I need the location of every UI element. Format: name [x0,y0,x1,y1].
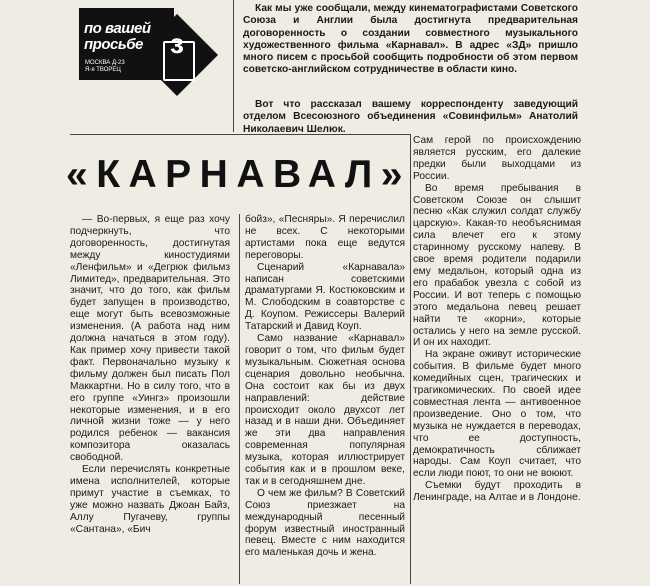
text-column-1 [70,214,230,535]
intro-paragraph-2: Вот что рассказал вашему корреспонденту заведующий отделом Всесоюзного объединения «Совинфильм» Анатолий Николаевич Шелюк. [243,99,578,135]
column-divider-right [410,134,411,584]
paragraph: Сам герой по происхождению является русским, его далекие предки были выходцами из России. [413,135,581,182]
logo-address-line2: Я-я ТВОРЕЦ [85,67,121,73]
logo-address-line1: МОСКВА Д-23 [85,60,125,66]
logo-letter: з [170,28,184,59]
article-headline: «КАРНАВАЛ» [66,153,411,196]
intro-paragraph-1: Как мы уже сообщали, между кинематографистами Советского Союза и Англии была достигнута предварительная договоренность о создании совместного музыкального художественного фильма «Карнавал». В адрес «ЗД» пришло много писем с просьбой сообщить подробности об этом первом советско-английском сотрудничестве в области кино. [243,3,578,76]
intro-divider [233,0,234,132]
paragraph: На экране оживут исторические события. В фильме будет много комедийных сцен, трагических и трагикомических. По своей идее совместная лента — антивоенное произведение. Оно о том, что музыка не нуждается в переводах, что ее доступность, демократичность сближает народы. Сам Коуп считает, что если люди поют, то они не воюют. [413,349,581,480]
paragraph: Сценарий «Карнавала» написан советскими драматургами Я. Костюковским и М. Слободским в соавторстве с Д. Коупом. Режиссеры Валерий Татарский и Давид Коуп. [245,261,405,333]
paragraph: Если перечислять конкретные имена исполнителей, которые примут участие в съемках, то уже можно назвать Джоан Байз, Аллу Пугачеву, группы «Сантана», «Бич [70,464,230,535]
rubric-logo [79,8,215,123]
paragraph: — Во-первых, я еще раз хочу подчеркнуть, что договоренность, достигнутая между киностудиями «Ленфильм» и «Дегрюк фильмз Лимитед», предварительная. Это значит, что до того, как фильм будет запущен в производство, еще могут быть всевозможные изменения. (А работа над ним должна начаться в этом году). Как пример хочу привести такой факт. Первоначально музыку к фильму должен был писать Пол Маккартни. Но в силу того, что в его группе «Уингз» произошли некоторые изменения, и в его личной жизни тоже — у него родился ребенок — вакансия композитора оказалась свободной. [70,214,230,464]
paragraph: О чем же фильм? В Советский Союз приезжает на международный песенный форум известный иностранный певец. Вместе с ним находится его маленькая дочь и жена. [245,487,405,559]
text-column-2 [245,214,405,559]
paragraph: Во время пребывания в Советском Союзе он слышит песню «Как служил солдат службу царскую». Какая-то необъяснимая сила влечет его к этому старинному русскому напеву. В свое время родители подарили ему медальон, который одна из его прабабок увезла с собой из России. И вот теперь с помощью этого медальона певец решает найти те «корни», которые остались у него на земле русской. И он их находит. [413,182,581,349]
headline-rule [70,134,410,135]
paragraph: Съемки будут проходить в Ленинграде, на Алтае и в Лондоне. [413,480,581,504]
paragraph: бойз», «Песняры». Я перечислил не всех. С некоторыми артистами пока еще ведутся переговоры. [245,214,405,261]
paragraph: Само название «Карнавал» говорит о том, что фильм будет музыкальным. Сюжетная основа сценария довольно необычна. Она состоит как бы из двух направлений: действие происходит около двухсот лет назад и в наши дни. Объединяет же эти два направления современная популярная музыка, которая иллюстрирует события как и в прошлом веке, так и в сегодняшнем дне. [245,333,405,487]
logo-title-line1: по вашей [84,20,151,37]
column-divider-left [239,214,240,584]
text-column-3 [413,135,581,504]
logo-title-line2: просьбе [84,36,143,53]
